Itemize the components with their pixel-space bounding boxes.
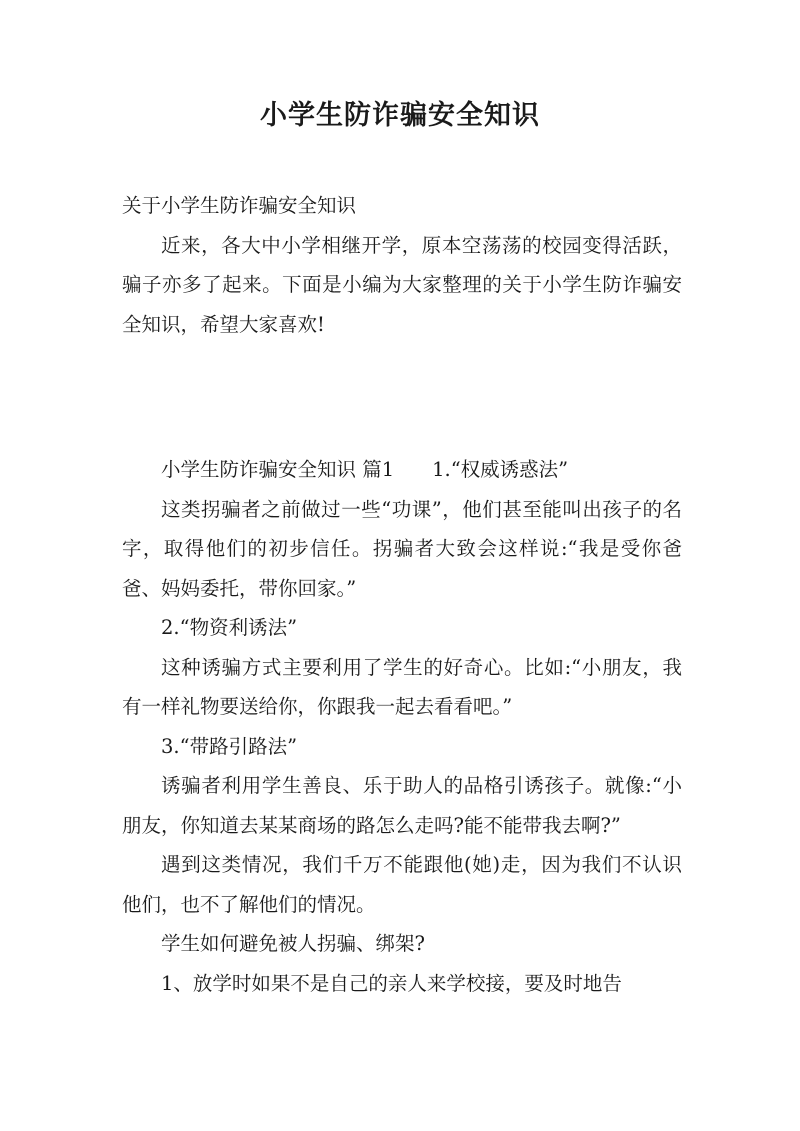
question-heading: 学生如何避免被人拐骗、绑架? [161,932,425,955]
section-label: 小学生防诈骗安全知识 篇1 [161,458,395,481]
item1-heading: 1.“权威诱惑法” [432,458,569,481]
section-heading-line [122,450,682,490]
intro-paragraph: 近来，各大中小学相继开学，原本空荡荡的校园变得活跃，骗子亦多了起来。下面是小编为大家整理的关于小学生防诈骗安全知识，希望大家喜欢! [122,233,682,336]
item3-heading: 3.“带路引路法” [161,734,298,758]
main-block [122,450,682,1003]
intro-block [122,186,682,344]
document-title: 小学生防诈骗安全知识 [260,100,540,131]
item3-body: 诱骗者利用学生善良、乐于助人的品格引诱孩子。就像:“小朋友，你知道去某某商场的路怎么走吗?能不能带我去啊?” [122,774,682,837]
item2-body: 这种诱骗方式主要利用了学生的好奇心。比如:“小朋友，我有一样礼物要送给你，你跟我一起去看看吧。” [122,655,682,718]
item2-heading: 2.“物资利诱法” [161,616,298,639]
intro-heading: 关于小学生防诈骗安全知识 [122,194,357,217]
advice-paragraph: 遇到这类情况，我们千万不能跟他(她)走，因为我们不认识他们，也不了解他们的情况。 [122,853,682,916]
item1-body: 这类拐骗者之前做过一些“功课”，他们甚至能叫出孩子的名字，取得他们的初步信任。拐骗者大致会这样说:“我是受你爸爸、妈妈委托，带你回家。” [122,497,682,600]
point-1: 1、放学时如果不是自己的亲人来学校接，要及时地告 [161,971,622,995]
